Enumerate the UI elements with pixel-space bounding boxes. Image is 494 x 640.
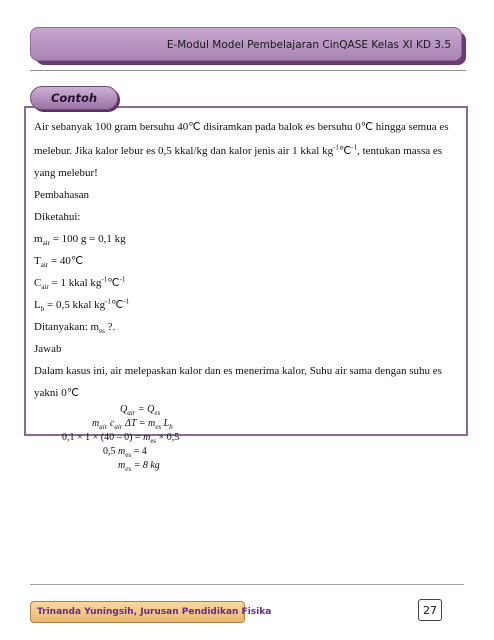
footer-author-banner [30,601,272,623]
equation-5: $m_{es} = 8$ kg [118,460,160,473]
header-divider [30,70,466,71]
pembahasan-heading: Pembahasan [34,189,89,201]
header-bar [30,27,462,61]
header-title: E-Modul Model Pembelajaran CinQASE Kelas XI KD 3.5 [166,39,451,51]
given-mass-air: $m_{air} = 100$ g = 0,1 kg [34,233,126,248]
problem-line-1: Air sebanyak 100 gram bersuhu 40℃ disiramkan pada balok es bersuhu 0℃ hingga semua es [34,121,449,133]
ditanyakan-line: Ditanyakan: $m_{es}$ ?. [34,321,116,336]
equation-1: $Q_{air} = Q_{es}$ [120,404,161,417]
given-latent-heat: $L_b = 0,5$ kkal $kg^{-1}℃^{-1}$ [34,297,130,314]
page-number-box [418,599,442,621]
equation-3: $0,1 \times 1 \times (40 - 0) = m_{es} \times 0,5$ [62,432,180,445]
footer-divider [30,584,464,585]
problem-line-3: yang melebur! [34,167,98,179]
section-label [30,86,118,110]
equation-2: $m_{air}$ $c_{air}$ $\Delta T = m_{es}$ $L_b$ [92,418,173,431]
footer-author: Trinanda Yuningsih, Jurusan Pendidikan Fisika [37,607,272,617]
header-banner [30,27,466,65]
given-specific-heat: $C_{air} = 1$ kkal $kg^{-1}℃^{-1}$ [34,275,126,292]
page-number: 27 [423,604,437,617]
explanation-line-1: Dalam kasus ini, air melepaskan kalor dan es menerima kalor, Suhu air sama dengan suhu es [34,365,442,377]
equation-4: 0,5 $m_{es} = 4$ [103,446,147,459]
jawab-heading: Jawab [34,343,62,355]
explanation-line-2: yakni 0℃ [34,387,80,399]
diketahui-heading: Diketahui: [34,211,81,223]
problem-line-2: melebur. Jika kalor lebur es 0,5 kkal/kg dan kalor jenis air 1 kkal $kg^{-1}℃^{-1}$, tentukan massa es [34,143,443,157]
section-label-text: Contoh [50,91,98,105]
given-temp-air: $T_{air}$ = 40℃ [34,255,84,270]
